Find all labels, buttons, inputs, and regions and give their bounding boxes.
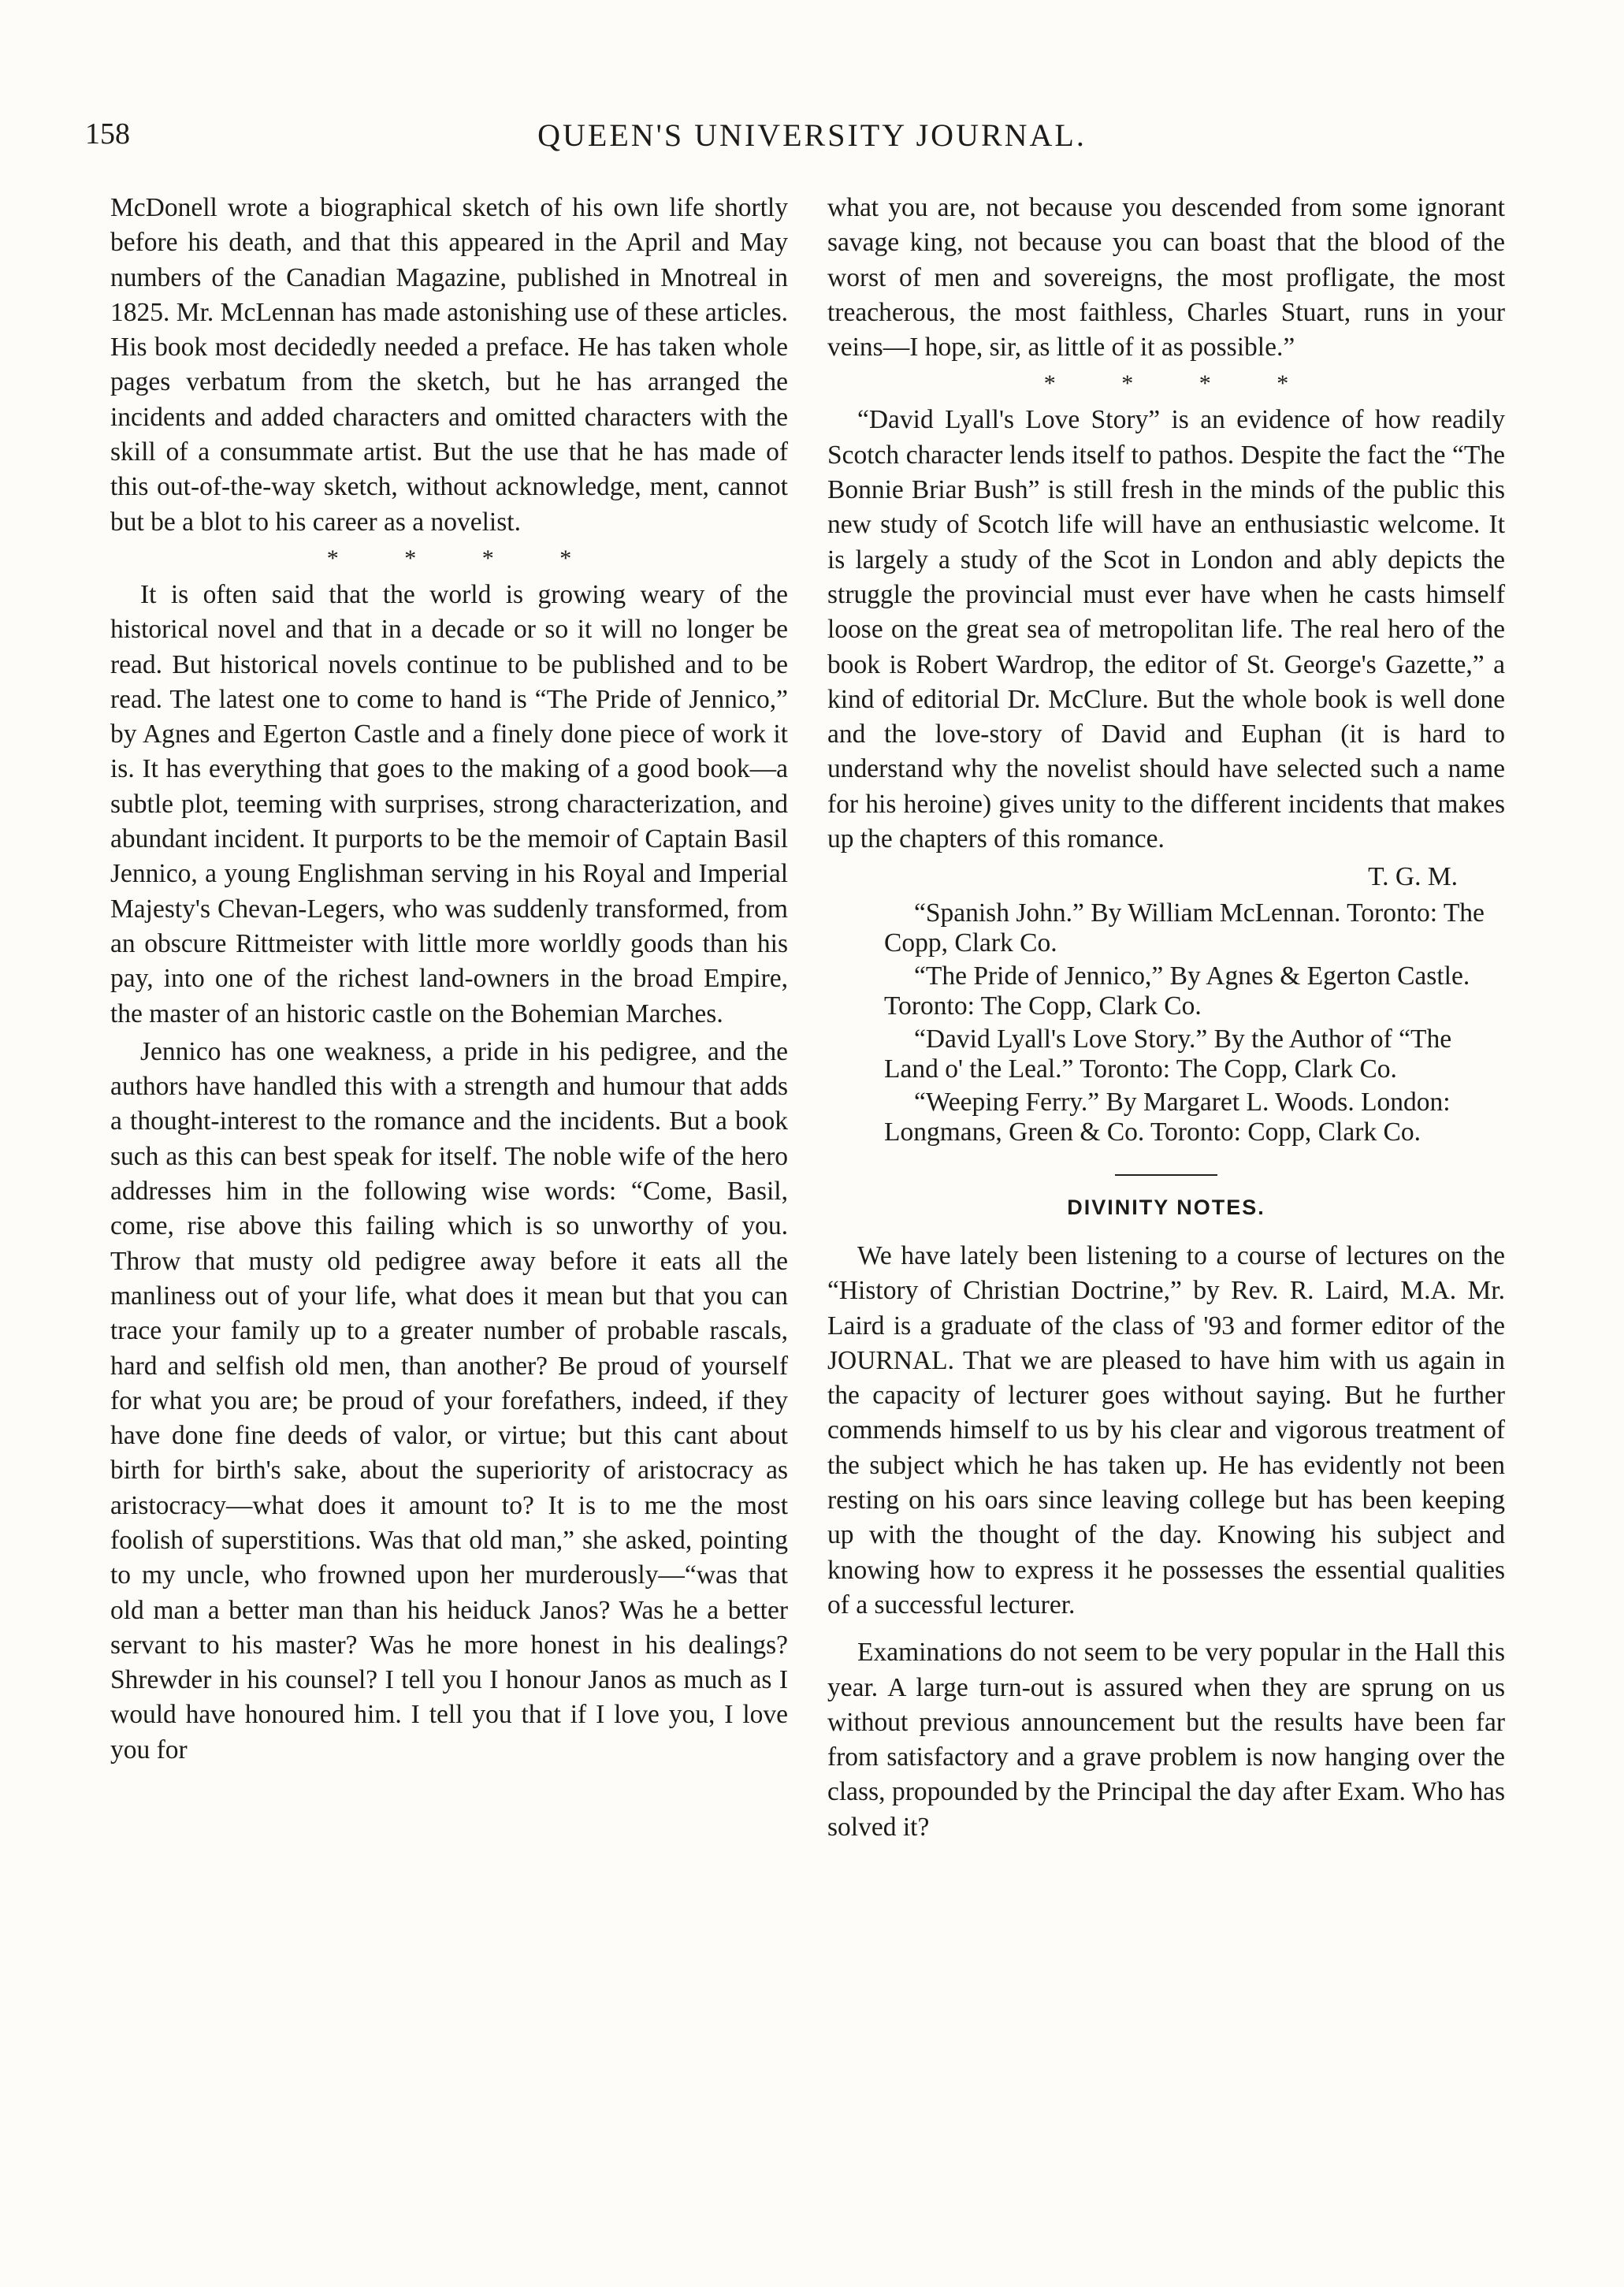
paragraph: We have lately been listening to a course of lectures on the “History of Christian Doctrine,” by Rev. R. Laird, M.A. Mr. Laird is a graduate of the class of '93 and former editor of the JOURNAL. That we are pleased to have him with us again in the capacity of lecturer goes without saying. But he further commends himself to us by his clear and vigorous treatment of the subject which he has taken up. He has evidently not been resting on his oars since leaving college but has been keeping up with the thought of the day. Knowing his subject and knowing how to express it he possesses the essential qualities of a successful lecturer.: [827, 1240, 1505, 1619]
reference-item: “Weeping Ferry.” By Margaret L. Woods. London: Longmans, Green & Co. Toronto: Copp, Clark Co.: [884, 1087, 1451, 1147]
reference-item: “David Lyall's Love Story.” By the Author of “The Land o' the Leal.” Toronto: The Copp, Clark Co.: [884, 1024, 1452, 1084]
journal-title: QUEEN'S UNIVERSITY JOURNAL.: [537, 117, 1087, 153]
signature: T. G. M.: [1368, 862, 1458, 892]
section-separator: * * * *: [1043, 370, 1319, 397]
book-references: [827, 898, 1505, 1147]
paragraph: “David Lyall's Love Story” is an evidence of how readily Scotch character lends itself to pathos. Despite the fact the “The Bonnie Briar Bush” is still fresh in the minds of the public this new study of Scotch life will have an enthusiastic welcome. It is largely a study of the Scot in London and ably depicts the struggle the provincial must ever have when he casts himself loose on the great sea of metropolitan life. The real hero of the book is Robert Wardrop, the editor of St. George's Gazette,” a kind of editorial Dr. McClure. But the whole book is well done and the love-story of David and Euphan (it is hard to understand why the novelist should have selected such a name for his heroine) gives unity to the different incidents that makes up the chapters of this romance.: [827, 405, 1505, 854]
paragraph: It is often said that the world is growing weary of the historical novel and that in a decade or so it will no longer be read. But historical novels continue to be published and to be read. The latest one to come to hand is “The Pride of Jennico,” by Agnes and Egerton Castle and a finely done piece of work it is. It has everything that goes to the making of a good book—a subtle plot, teeming with surprises, strong characterization, and abundant incident. It purports to be the memoir of Captain Basil Jennico, a young Englishman serving in his Royal and Imperial Majesty's Chevan-Legers, who was suddenly transformed, from an obscure Rittmeister with little more worldly goods than his pay, into one of the richest land-owners in the broad Empire, the master of an historic castle on the Bohemian Marches.: [110, 579, 788, 1028]
paragraph: what you are, not because you descended from some ignorant savage king, not because you can boast that the blood of the worst of men and sovereigns, the most profligate, the most treacherous, the most faithless, Charles Stuart, runs in your veins—I hope, sir, as little of it as possible.”: [827, 193, 1505, 363]
divider: [1115, 1174, 1217, 1176]
page-number: 158: [85, 117, 130, 151]
reference-item: “Spanish John.” By William McLennan. Toronto: The Copp, Clark Co.: [884, 898, 1485, 958]
section-separator: * * * *: [326, 545, 602, 571]
right-column: [827, 191, 1505, 1845]
left-column: [110, 191, 788, 1768]
paragraph: McDonell wrote a biographical sketch of his own life shortly before his death, and that this appeared in the April and May numbers of the Canadian Magazine, published in Mnotreal in 1825. Mr. McLennan has made astonishing use of these articles. His book most decidedly needed a preface. He has taken whole pages verbatum from the sketch, but he has arranged the incidents and added characters and omitted characters with the skill of a consummate artist. But the use that he has made of this out-of-the-way sketch, without acknowledge, ment, cannot but be a blot to his career as a novelist.: [110, 193, 788, 537]
reference-item: “The Pride of Jennico,” By Agnes & Egerton Castle. Toronto: The Copp, Clark Co.: [884, 961, 1470, 1021]
page-header: [0, 117, 1624, 164]
paragraph: Jennico has one weakness, a pride in his pedigree, and the authors have handled this with a strength and humour that adds a thought-interest to the romance and the incidents. But a book such as this can best speak for itself. The noble wife of the hero addresses him in the following wise words: “Come, Basil, come, rise above this failing which is so unworthy of you. Throw that musty old pedigree away before it eats all the manliness out of your life, what does it mean but that you can trace your family up to a greater number of probable rascals, hard and selfish old men, than another? Be proud of yourself for what you are; be proud of your forefathers, indeed, if they have done fine deeds of valor, or virtue; but this cant about birth for birth's sake, about the superiority of aristocracy as aristocracy—what does it amount to? It is to me the most foolish of superstitions. Was that old man,” she asked, pointing to my uncle, who frowned upon her murderously—“was that old man a better man than his heiduck Janos? Was he a better servant to his master? Was he more honest in his dealings? Shrewder in his counsel? I tell you I honour Janos as much as I would have honoured him. I tell you that if I love you, I love you for: [110, 1036, 788, 1765]
paragraph: Examinations do not seem to be very popular in the Hall this year. A large turn-out is assured when they are sprung on us without previous announcement but the results have been far from satisfactory and a grave problem is now hanging over the class, propounded by the Principal the day after Exam. Who has solved it?: [827, 1638, 1505, 1842]
section-heading: DIVINITY NOTES.: [1067, 1195, 1265, 1219]
